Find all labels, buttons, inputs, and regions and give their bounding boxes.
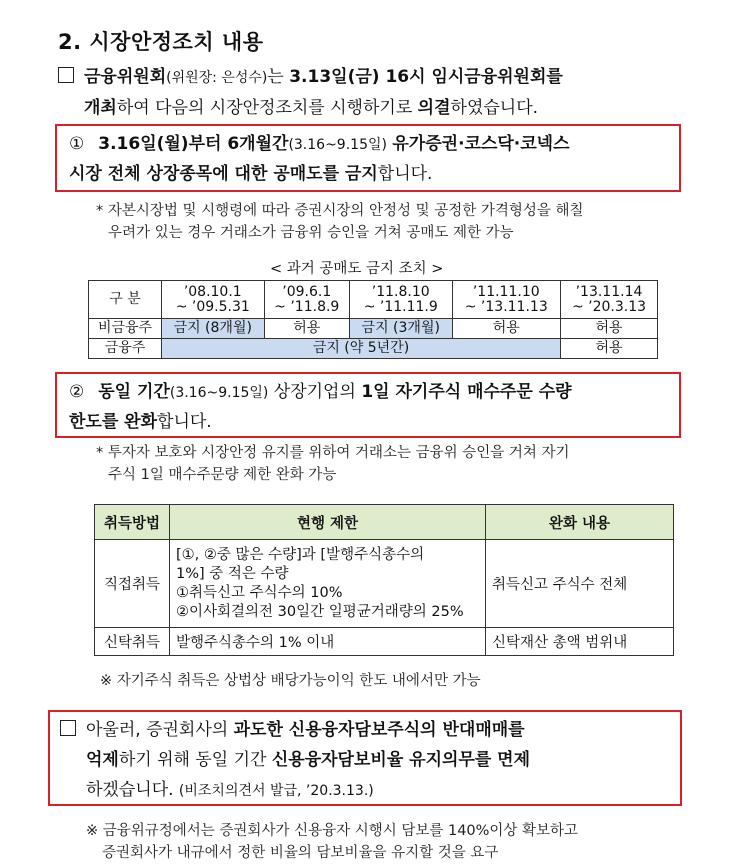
checkbox-square-icon	[60, 720, 76, 736]
direct-current-line-3: ①취득신고 주식수의 10%	[176, 584, 343, 601]
fin-label: 금융주	[89, 339, 162, 359]
note-1	[96, 200, 696, 244]
note-4	[86, 820, 706, 864]
intro-paragraph	[58, 62, 698, 123]
history-header-row	[89, 281, 658, 319]
intro-mid: 는	[267, 67, 290, 87]
period-4-from: ’11.11.10	[472, 283, 540, 300]
direct-current-line-4: ②이사회결의전 30일간 일평균거래량의 25%	[176, 603, 464, 620]
note-4-line-2: 증권회사가 내규에서 정한 비율의 담보비율을 유지할 것을 요구	[102, 845, 499, 861]
measure-3-bold-suppress: 억제	[86, 750, 119, 770]
buyback-header-method: 취득방법	[95, 505, 170, 540]
measure-2-paren: (3.16~9.15일)	[169, 385, 269, 401]
measure-3-bold-forced-sale: 과도한 신용융자담보주식의 반대매매를	[233, 720, 525, 740]
measure-3-bold-exempt: 신용융자담보비율 유지의무를 면제	[271, 750, 531, 770]
measure-3-t1: 아울러, 증권회사의	[86, 720, 234, 740]
measure-2-number: ②	[69, 382, 85, 402]
period-5-to: ~ ’20.3.13	[571, 298, 647, 315]
fin-allow-cell: 허용	[560, 339, 657, 359]
period-2-from: ’09.6.1	[282, 283, 332, 300]
measure-1-box	[55, 124, 681, 192]
direct-current	[170, 540, 486, 628]
nonfin-cell-5: 허용	[560, 319, 657, 339]
history-header-label: 구 분	[89, 281, 162, 319]
history-period-5	[560, 281, 657, 319]
history-period-3	[349, 281, 452, 319]
history-period-4	[452, 281, 560, 319]
measure-1-bold-markets: 유가증권·코스닥·코넥스	[392, 134, 570, 154]
note-1-line-1: * 자본시장법 및 시행령에 따라 증권시장의 안정성 및 공정한 가격형성을 해칠	[96, 203, 584, 219]
intro-end: 하였습니다.	[450, 98, 539, 118]
trust-method: 신탁취득	[95, 628, 170, 656]
period-2-to: ~ ’11.8.9	[274, 298, 340, 315]
period-1-from: ’08.10.1	[183, 283, 242, 300]
short-selling-history-table	[88, 280, 658, 359]
measure-2-end: 합니다.	[157, 412, 212, 432]
measure-3-t3: 하겠습니다.	[86, 780, 179, 800]
intro-paren: (위원장: 은성수)	[166, 70, 268, 86]
checkbox-square-icon	[58, 67, 74, 83]
measure-2-bold-relax: 한도를 완화	[69, 412, 158, 432]
intro-bold-fsc: 금융위원회	[84, 67, 167, 87]
buyback-row-trust	[95, 628, 674, 656]
measure-2-mid: 상장기업의	[268, 382, 362, 402]
nonfin-cell-4: 허용	[452, 319, 560, 339]
measure-2-bold-period: 동일 기간	[98, 382, 170, 402]
intro-bold-hold: 개최	[84, 98, 117, 118]
direct-method: 직접취득	[95, 540, 170, 628]
period-3-to: ~ ’11.11.9	[363, 298, 438, 315]
nonfin-cell-3: 금지 (3개월)	[349, 319, 452, 339]
measure-1-paren: (3.16~9.15일)	[288, 137, 387, 153]
fin-ban-cell: 금지 (약 5년간)	[162, 339, 561, 359]
buyback-row-direct	[95, 540, 674, 628]
measure-2-box	[55, 372, 681, 438]
intro-mid2: 하여 다음의 시장안정조치를 시행하기로	[116, 98, 418, 118]
measure-1-number: ①	[69, 134, 85, 154]
measure-3-box	[48, 710, 682, 806]
direct-current-line-1: [①, ②중 많은 수량]과 [발행주식총수의	[176, 546, 425, 563]
direct-relief: 취득신고 주식수 전체	[486, 540, 674, 628]
note-3: ※ 자기주식 취득은 상법상 배당가능이익 한도 내에서만 가능	[100, 673, 481, 689]
period-3-from: ’11.8.10	[371, 283, 430, 300]
period-1-to: ~ ’09.5.31	[175, 298, 250, 315]
measure-2-bold-limit: 1일 자기주식 매수주문 수량	[361, 382, 572, 402]
note-4-line-1: ※ 금융위규정에서는 증권회사가 신용융자 시행시 담보를 140%이상 확보하고	[86, 823, 579, 839]
nonfin-label: 비금융주	[89, 319, 162, 339]
measure-1-bold-ban: 시장 전체 상장종목에 대한 공매도를 금지	[69, 164, 378, 184]
period-4-to: ~ ’13.11.13	[464, 298, 548, 315]
trust-current: 발행주식총수의 1% 이내	[170, 628, 486, 656]
measure-1-bold-period: 3.16일(월)부터 6개월간	[98, 134, 289, 154]
measure-3-t2: 하기 위해 동일 기간	[118, 750, 272, 770]
buyback-header-relief: 완화 내용	[486, 505, 674, 540]
buyback-limit-table	[94, 504, 674, 656]
history-fin-row	[89, 339, 658, 359]
measure-1-end: 합니다.	[377, 164, 433, 184]
intro-bold-resolve: 의결	[417, 98, 451, 118]
trust-relief: 신탁재산 총액 범위내	[486, 628, 674, 656]
nonfin-cell-1: 금지 (8개월)	[162, 319, 265, 339]
history-period-1	[162, 281, 265, 319]
measure-3-paren: (비조치의견서 발급, ’20.3.13.)	[178, 783, 374, 799]
history-nonfin-row	[89, 319, 658, 339]
buyback-header-row	[95, 505, 674, 540]
period-5-from: ’13.11.14	[575, 283, 643, 300]
section-title: 2. 시장안정조치 내용	[58, 30, 264, 54]
history-caption: < 과거 공매도 금지 조치 >	[270, 261, 444, 277]
history-period-2	[264, 281, 349, 319]
nonfin-cell-2: 허용	[264, 319, 349, 339]
direct-current-line-2: 1%] 중 적은 수량	[176, 565, 289, 582]
note-1-line-2: 우려가 있는 경우 거래소가 금융위 승인을 거쳐 공매도 제한 가능	[108, 225, 514, 241]
note-2-line-2: 주식 1일 매수주문량 제한 완화 가능	[108, 467, 337, 483]
note-2-line-1: * 투자자 보호와 시장안정 유지를 위하여 거래소는 금융위 승인을 거쳐 자기	[96, 445, 570, 461]
note-2	[96, 442, 696, 486]
buyback-header-current: 현행 제한	[170, 505, 486, 540]
intro-bold-date: 3.13일(금) 16시 임시금융위원회를	[289, 67, 563, 87]
